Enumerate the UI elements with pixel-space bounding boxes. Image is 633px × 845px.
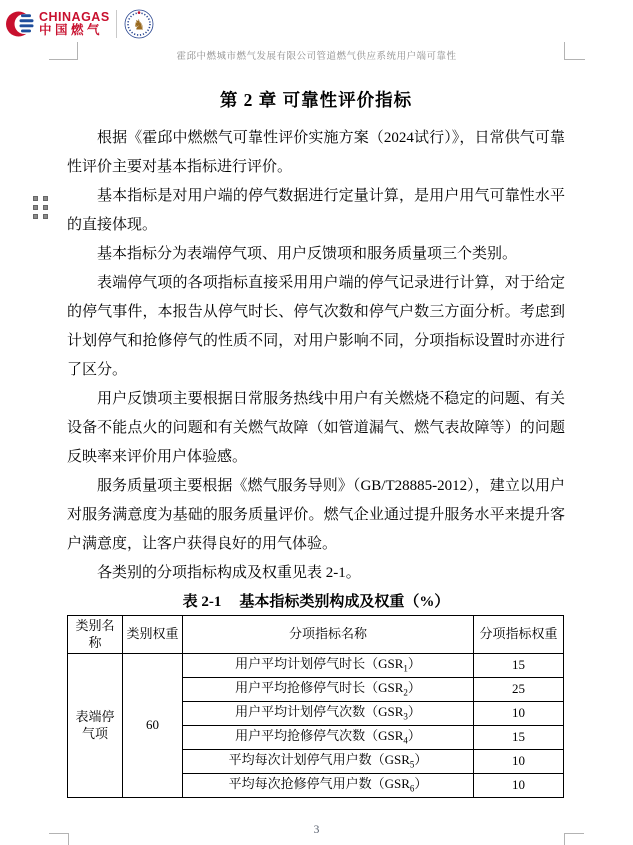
logo-wordmark <box>39 11 110 37</box>
paragraph: 表端停气项的各项指标直接采用用户端的停气记录进行计算，对于给定的停气事件，本报告从停气时长、停气次数和停气户数三方面分析。考虑到计划停气和抢修停气的性质不同，对用户影响不同，分项指标设置时亦进行了区分。 <box>67 275 565 378</box>
indicator-weight-cell: 10 <box>474 774 564 798</box>
category-name-cell: 表端停气项 <box>68 654 123 798</box>
chapter-title: 第 2 章 可靠性评价指标 <box>219 90 413 110</box>
weights-table <box>67 615 564 798</box>
paragraph: 各类别的分项指标构成及权重见表 2-1。 <box>97 565 361 581</box>
header-category-weight: 类别权重 <box>123 616 183 654</box>
indicator-weight-cell: 15 <box>474 654 564 678</box>
indicator-weight-cell: 15 <box>474 726 564 750</box>
table-header-row <box>68 616 564 654</box>
header-indicator-name: 分项指标名称 <box>183 616 474 654</box>
indicator-weight-cell: 10 <box>474 702 564 726</box>
running-header-title: 霍邱中燃城市燃气发展有限公司管道燃气供应系统用户端可靠性 <box>176 51 457 62</box>
indicator-name-cell: 用户平均计划停气时长$(GSR_1)$ <box>183 654 474 678</box>
indicator-name-cell: 平均每次计划停气用户数$(GSR_5)$ <box>183 750 474 774</box>
chinagas-flame-icon <box>6 9 36 39</box>
paragraph: 根据《霍邱中燃燃气可靠性评价实施方案（2024试行）》，日常供气可靠性评价主要对基本指标进行评价。 <box>67 130 565 175</box>
indicator-name-cell: 用户平均抢修停气次数$(GSR_4)$ <box>183 726 474 750</box>
paragraph: 服务质量项主要根据《燃气服务导则》（GB/T28885-2012），建立以用户对服务满意度为基础的服务质量评价。燃气企业通过提升服务水平来提升客户满意度，让客户获得良好的用气体验。 <box>67 478 565 552</box>
header-indicator-weight: 分项指标权重 <box>474 616 564 654</box>
table-caption <box>67 591 565 613</box>
page-number: 3 <box>313 824 320 836</box>
paragraph: 基本指标是对用户端的停气数据进行定量计算，是用户用气可靠性水平的直接体现。 <box>67 188 565 233</box>
paragraph: 基本指标分为表端停气项、用户反馈项和服务质量项三个类别。 <box>97 246 518 262</box>
indicator-weight-cell: 10 <box>474 750 564 774</box>
indicator-name-cell: 用户平均计划停气次数$(GSR_3)$ <box>183 702 474 726</box>
header-category-name: 类别名称 <box>68 616 123 654</box>
indicator-name-cell: 平均每次抢修停气用户数$(GSR_6)$ <box>183 774 474 798</box>
table-caption-title: 基本指标类别构成及权重（%） <box>239 594 450 610</box>
indicator-name-cell: 用户平均抢修停气时长$(GSR_2)$ <box>183 678 474 702</box>
category-weight-cell: 60 <box>123 654 183 798</box>
paragraph: 用户反馈项主要根据日常服务热线中用户有关燃烧不稳定的问题、有关设备不能点火的问题和有关燃气故障（如管道漏气、燃气表故障等）的问题反映率来评价用户体验感。 <box>67 391 565 465</box>
crop-mark-top-right-icon <box>564 42 585 60</box>
table-row <box>68 654 564 678</box>
logo-divider <box>116 10 117 38</box>
table-caption-label: 表 2-1 <box>182 594 222 610</box>
document-body <box>67 87 565 798</box>
indicator-weight-cell: 25 <box>474 678 564 702</box>
svg-text:♞: ♞ <box>132 17 145 34</box>
crop-mark-top-left-icon <box>49 42 78 60</box>
logo-text-en: CHINAGAS <box>39 9 110 24</box>
logo-text-zh: 中国燃气 <box>39 23 104 37</box>
drag-dots-handle[interactable] <box>33 196 48 219</box>
company-seal-icon <box>124 9 154 39</box>
logo-bar <box>6 7 154 41</box>
